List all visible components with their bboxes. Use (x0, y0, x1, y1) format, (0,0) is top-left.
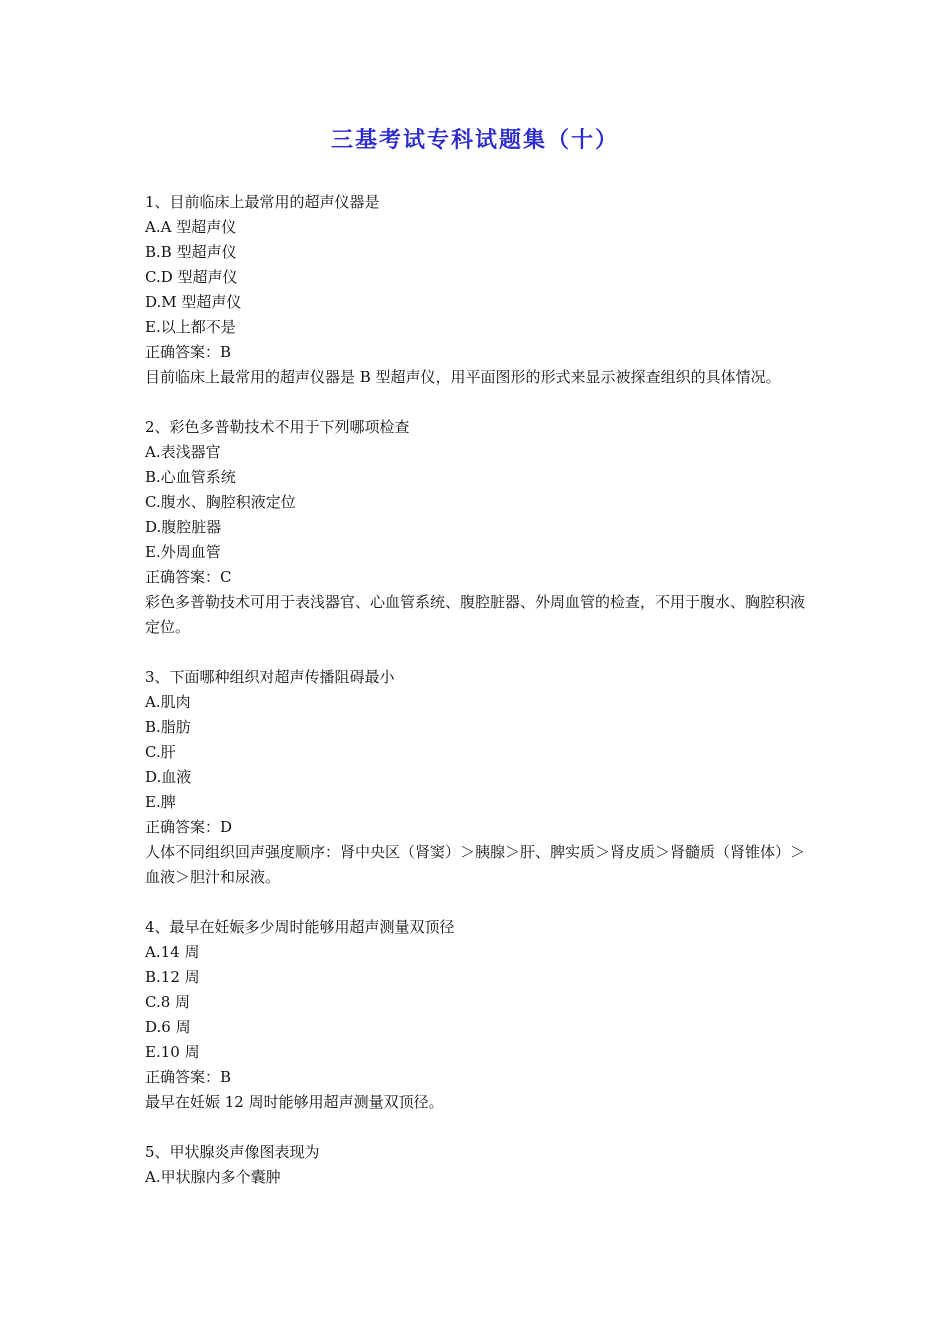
question-5 (145, 1140, 810, 1190)
question-3 (145, 665, 810, 890)
question-stem: 5、甲状腺炎声像图表现为 (145, 1143, 320, 1161)
document-title: 三基考试专科试题集（十） (330, 127, 619, 153)
question-2 (145, 415, 810, 640)
option-d: D.血液 (145, 768, 192, 786)
option-c: C.肝 (145, 743, 176, 761)
option-a: A.甲状腺内多个囊肿 (145, 1168, 281, 1186)
answer-explanation: 人体不同组织回声强度顺序：肾中央区（肾窦）＞胰腺＞肝、脾实质＞肾皮质＞肾髓质（肾锥体）＞血液＞胆汁和尿液。 (145, 843, 806, 886)
question-list (145, 190, 810, 1215)
option-c: C.腹水、胸腔积液定位 (145, 493, 296, 511)
answer-explanation: 最早在妊娠 12 周时能够用超声测量双顶径。 (145, 1093, 444, 1111)
option-a: A.表浅器官 (145, 443, 221, 461)
option-a: A.肌肉 (145, 693, 191, 711)
correct-answer: 正确答案：B (145, 343, 232, 361)
question-stem: 3、下面哪种组织对超声传播阻碍最小 (145, 668, 395, 686)
option-e: E.10 周 (145, 1043, 200, 1061)
option-e: E.脾 (145, 793, 176, 811)
answer-explanation: 目前临床上最常用的超声仪器是 B 型超声仪，用平面图形的形式来显示被探查组织的具体情况。 (145, 368, 781, 386)
question-stem: 4、最早在妊娠多少周时能够用超声测量双顶径 (145, 918, 455, 936)
option-c: C.D 型超声仪 (145, 268, 238, 286)
option-e: E.以上都不是 (145, 318, 236, 336)
correct-answer: 正确答案：B (145, 1068, 232, 1086)
correct-answer: 正确答案：D (145, 818, 233, 836)
option-b: B.心血管系统 (145, 468, 236, 486)
option-a: A.14 周 (145, 943, 200, 961)
option-d: D.6 周 (145, 1018, 191, 1036)
correct-answer: 正确答案：C (145, 568, 232, 586)
option-b: B.12 周 (145, 968, 200, 986)
option-c: C.8 周 (145, 993, 191, 1011)
option-d: D.M 型超声仪 (145, 293, 242, 311)
question-1 (145, 190, 810, 390)
option-b: B.B 型超声仪 (145, 243, 237, 261)
question-stem: 1、目前临床上最常用的超声仪器是 (145, 193, 380, 211)
option-b: B.脂肪 (145, 718, 191, 736)
question-stem: 2、彩色多普勒技术不用于下列哪项检查 (145, 418, 410, 436)
option-a: A.A 型超声仪 (145, 218, 237, 236)
option-d: D.腹腔脏器 (145, 518, 222, 536)
option-e: E.外周血管 (145, 543, 221, 561)
answer-explanation: 彩色多普勒技术可用于表浅器官、心血管系统、腹腔脏器、外周血管的检查，不用于腹水、胸腔积液定位。 (145, 593, 806, 636)
question-4 (145, 915, 810, 1115)
